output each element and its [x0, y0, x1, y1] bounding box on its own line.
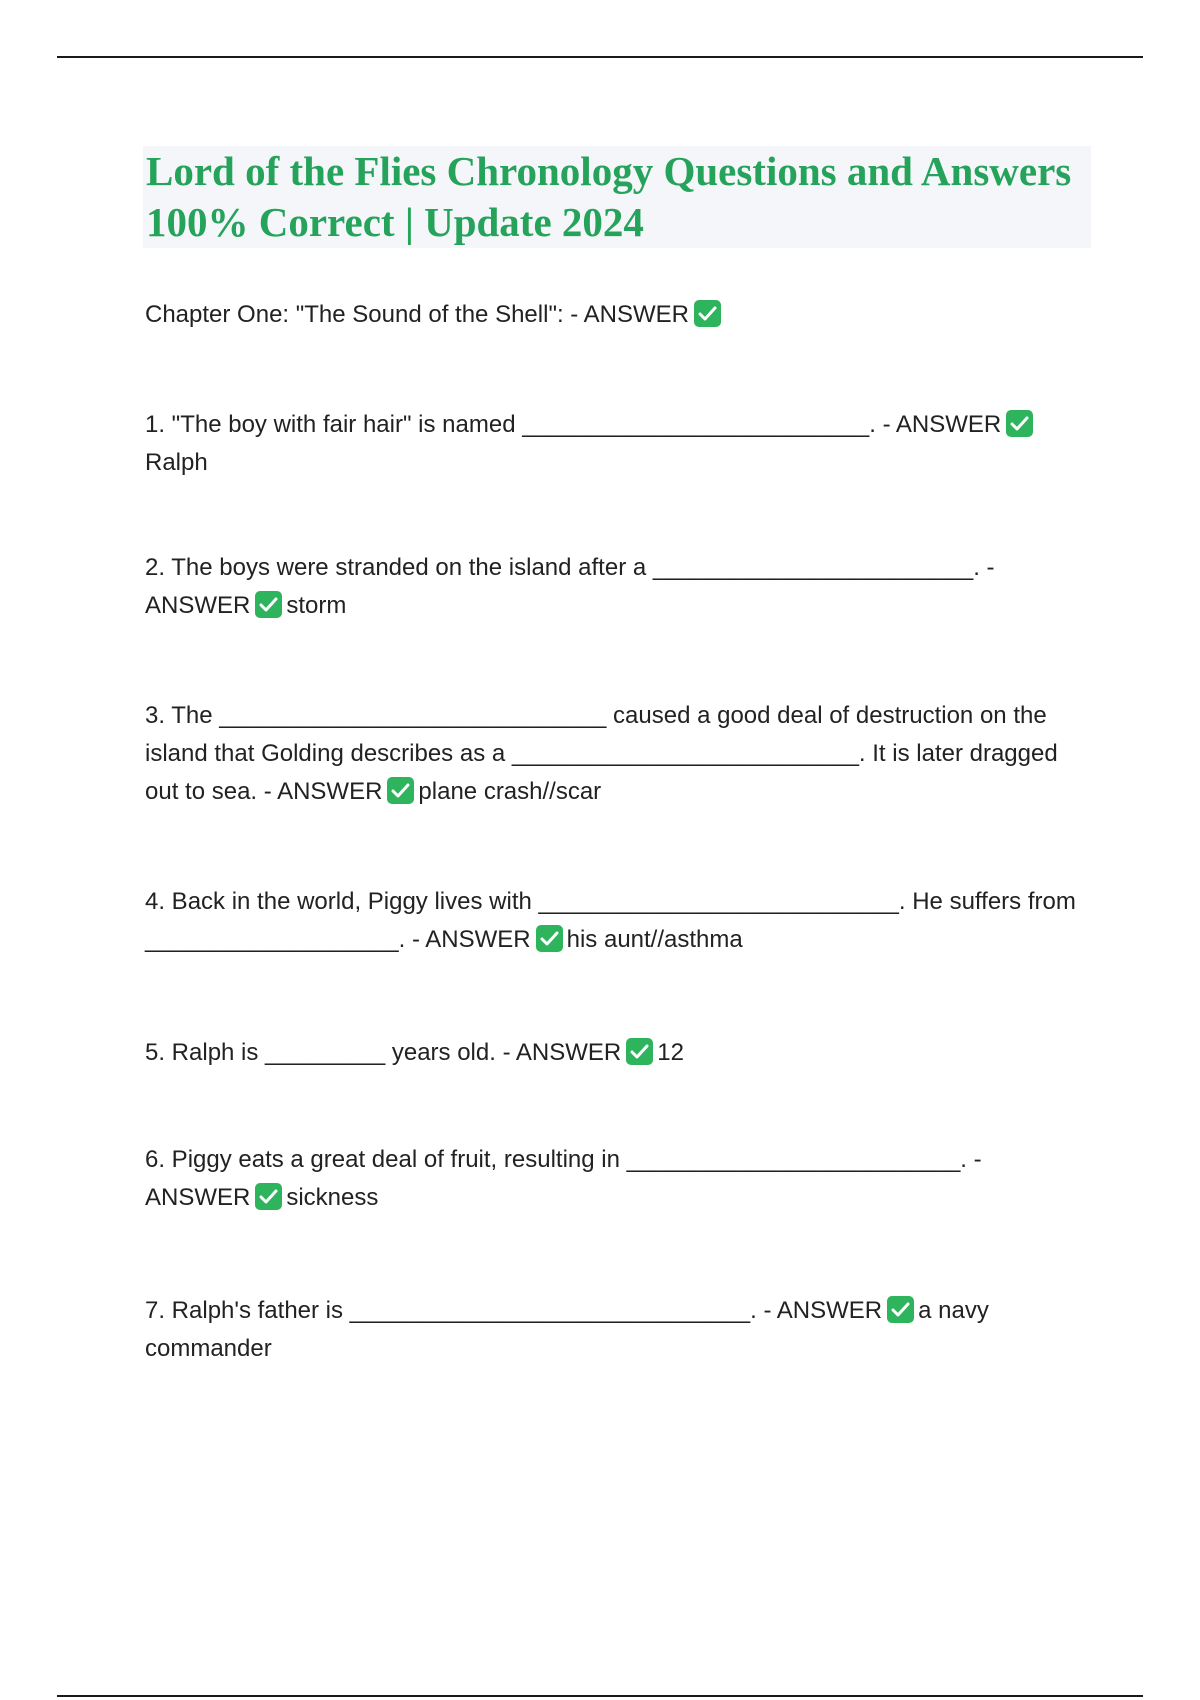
question-6 — [145, 1141, 1085, 1217]
answer-text: storm — [286, 592, 347, 619]
question-7 — [145, 1292, 1085, 1368]
question-text: 7. Ralph's father is ______________________________. - ANSWER — [145, 1297, 883, 1324]
check-mark-icon — [255, 591, 282, 618]
question-4 — [145, 883, 1085, 959]
answer-text: 12 — [657, 1039, 684, 1066]
check-mark-icon — [694, 300, 721, 327]
answer-text: sickness — [286, 1184, 379, 1211]
question-5 — [145, 1034, 1085, 1072]
check-mark-icon — [536, 925, 563, 952]
check-mark-icon — [887, 1296, 914, 1323]
question-1 — [145, 406, 1085, 482]
answer-text: a navy commander — [145, 1297, 989, 1362]
question-2 — [145, 549, 1085, 625]
question-text: 6. Piggy eats a great deal of fruit, resulting in _________________________. - ANSWER — [145, 1146, 982, 1211]
check-mark-icon — [255, 1183, 282, 1210]
answer-text: Ralph — [145, 449, 208, 476]
chapter-heading-text: Chapter One: "The Sound of the Shell": - ANSWER — [145, 301, 689, 328]
chapter-heading — [145, 296, 1085, 334]
question-text: 4. Back in the world, Piggy lives with ___________________________. He suffers from ___________________. - ANSWER — [145, 888, 1076, 953]
check-mark-icon — [1006, 410, 1033, 437]
question-text: 5. Ralph is _________ years old. - ANSWER — [145, 1039, 622, 1066]
document-title: Lord of the Flies Chronology Questions and Answers 100% Correct | Update 2024 — [146, 148, 1072, 245]
check-mark-icon — [387, 777, 414, 804]
bottom-rule — [57, 1695, 1143, 1697]
answer-text: his aunt//asthma — [566, 926, 743, 953]
answer-text: plane crash//scar — [418, 778, 602, 805]
question-3 — [145, 697, 1085, 811]
top-rule — [57, 56, 1143, 58]
check-mark-icon — [626, 1038, 653, 1065]
question-text: 1. "The boy with fair hair" is named __________________________. - ANSWER — [145, 411, 1002, 438]
question-text: 3. The _____________________________ caused a good deal of destruction on the island that Golding describes as a __________________________. It is later dragged out to sea. - ANSWER — [145, 702, 1058, 805]
question-text: 2. The boys were stranded on the island after a ________________________. - ANSWER — [145, 554, 995, 619]
